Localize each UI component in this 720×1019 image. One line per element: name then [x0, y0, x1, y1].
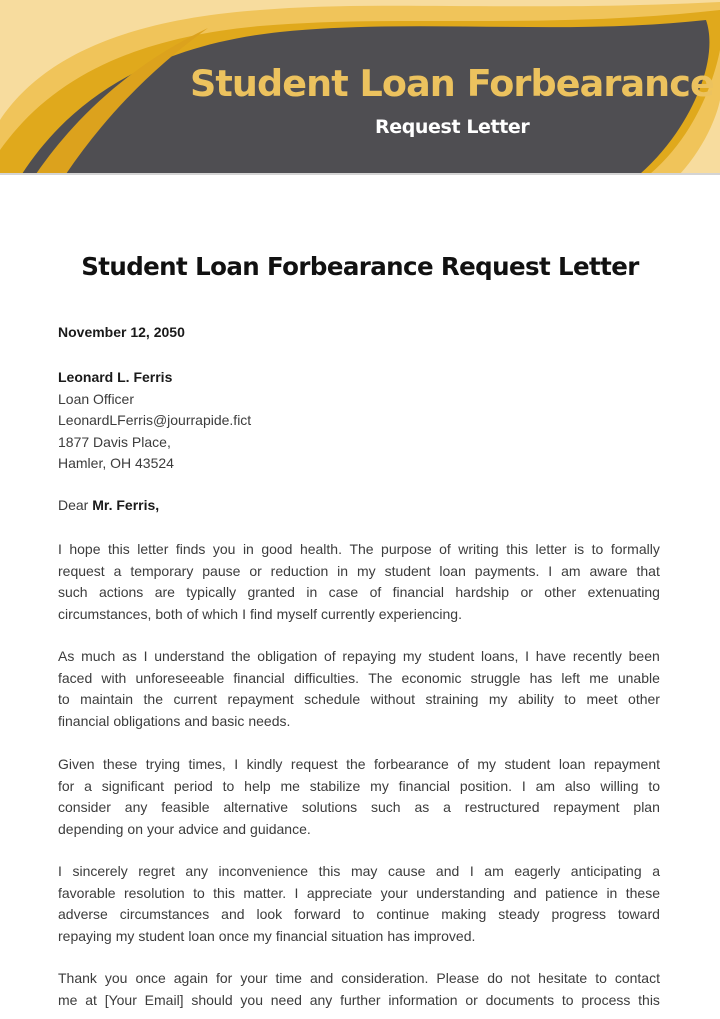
word: consideration.	[341, 970, 429, 986]
word: should	[191, 991, 233, 1008]
word: period	[173, 777, 213, 794]
word: such	[58, 584, 88, 601]
word: on	[127, 820, 143, 837]
body-paragraph-1	[58, 539, 660, 625]
word: I	[242, 605, 246, 622]
word: The	[368, 669, 393, 686]
word: appreciate	[306, 884, 373, 901]
word: that	[636, 562, 660, 579]
word: I	[234, 756, 239, 772]
word: to	[222, 777, 235, 794]
word: financial	[58, 712, 110, 729]
word: and	[184, 712, 208, 729]
word: cause	[388, 863, 426, 879]
word: do	[487, 970, 503, 986]
word: financial	[398, 777, 451, 794]
word: hesitate	[538, 970, 588, 986]
word: documents	[485, 991, 555, 1008]
word: once	[218, 927, 250, 944]
word: a	[84, 777, 92, 794]
word: my	[253, 927, 272, 944]
word: financial	[392, 584, 444, 601]
paragraph-line	[58, 711, 660, 733]
paragraph-line	[58, 968, 660, 990]
salutation-name: Mr. Ferris,	[92, 497, 160, 513]
recipient-city: Hamler, OH 43524	[58, 455, 174, 472]
word: and	[435, 863, 460, 879]
word: request	[290, 756, 338, 772]
word: struggle	[470, 669, 521, 686]
word: is	[574, 541, 585, 557]
word: this	[318, 863, 341, 879]
word: repaying	[58, 927, 112, 944]
word: difficulties.	[293, 669, 360, 686]
word: to	[648, 777, 660, 794]
word: I	[58, 863, 62, 879]
word: consider	[58, 799, 111, 816]
word: once	[135, 970, 166, 986]
word: of	[439, 541, 451, 557]
word: for	[58, 777, 75, 794]
word: for	[216, 970, 233, 986]
word: maintain	[80, 691, 134, 708]
word: plan	[633, 799, 660, 816]
word: again	[173, 970, 209, 986]
word: this	[107, 541, 130, 557]
word: to	[352, 906, 365, 923]
word: and	[222, 820, 247, 837]
body-paragraph-4	[58, 861, 660, 947]
word: good	[261, 541, 293, 557]
word: of	[323, 648, 336, 664]
paragraph-line	[58, 689, 660, 711]
word: much	[81, 648, 116, 664]
paragraph-line	[58, 990, 660, 1012]
word: improved.	[413, 927, 476, 944]
word: reduction	[270, 562, 329, 579]
word: eagerly	[514, 863, 561, 879]
word: repayment	[593, 756, 660, 772]
word: significant	[101, 777, 165, 794]
word: and	[309, 970, 334, 986]
paragraph-line	[58, 561, 660, 583]
word: this	[506, 541, 528, 557]
word: myself	[276, 605, 318, 622]
word: financial	[233, 669, 285, 686]
body-paragraph-2	[58, 646, 660, 732]
word: adverse	[58, 906, 108, 923]
word: [Your	[104, 991, 137, 1008]
word: understand	[154, 648, 225, 664]
word: such	[371, 799, 401, 816]
word: or	[520, 584, 533, 601]
word: as	[414, 799, 430, 816]
word: The	[349, 541, 374, 557]
word: further	[340, 991, 381, 1008]
word: which	[202, 605, 239, 622]
word: my	[402, 648, 422, 664]
word: loan	[558, 756, 586, 772]
word: help	[244, 777, 271, 794]
word: look	[256, 906, 283, 923]
word: find	[249, 605, 273, 622]
paragraph-line	[58, 604, 660, 626]
paragraph-line	[58, 861, 660, 883]
word: circumstances	[119, 906, 210, 923]
salutation-prefix: Dear	[58, 497, 89, 513]
word: currently	[321, 605, 375, 622]
word: or	[465, 991, 478, 1008]
banner-divider	[0, 173, 720, 175]
word: solutions	[301, 799, 358, 816]
word: position.	[459, 777, 513, 794]
word: pause	[202, 562, 241, 579]
word: faced	[58, 669, 93, 686]
word: repayment	[227, 691, 294, 708]
word: or	[249, 562, 262, 579]
word: in	[242, 541, 254, 557]
word: aware	[589, 562, 628, 579]
word: of	[186, 605, 199, 622]
word: my	[356, 562, 376, 579]
word: to	[591, 541, 604, 557]
word: case	[328, 584, 359, 601]
word: with	[101, 669, 127, 686]
word: without	[370, 691, 416, 708]
word: health.	[299, 541, 342, 557]
word: am	[484, 863, 504, 879]
header-banner	[0, 0, 720, 174]
recipient-name: Leonard L. Ferris	[58, 369, 173, 385]
word: student	[138, 927, 185, 944]
word: other	[544, 584, 577, 601]
word: continue	[376, 906, 430, 923]
word: matter.	[243, 884, 287, 901]
paragraph-line	[58, 883, 660, 905]
word: obligation	[257, 648, 318, 664]
paragraph-line	[58, 776, 660, 798]
word: you	[104, 970, 128, 986]
word: student	[384, 562, 431, 579]
word: forbearance	[374, 756, 449, 772]
word: feasible	[161, 799, 210, 816]
word: steady	[498, 906, 540, 923]
word: anticipating	[570, 863, 642, 879]
word: willing	[600, 777, 639, 794]
word: any	[124, 799, 148, 816]
word: in	[606, 884, 618, 901]
word: to	[193, 884, 205, 901]
word: the	[231, 648, 251, 664]
word: repayment	[553, 799, 620, 816]
recipient-street: 1877 Davis Place,	[58, 433, 171, 450]
word: I	[521, 777, 526, 794]
word: you	[240, 991, 263, 1008]
word: patience	[545, 884, 599, 901]
word: I	[143, 648, 148, 664]
word: am	[561, 562, 581, 579]
word: progress	[551, 906, 606, 923]
salutation	[58, 497, 660, 513]
word: temporary	[130, 562, 194, 579]
word: finds	[175, 541, 206, 557]
word: the	[346, 756, 366, 772]
word: me	[280, 777, 300, 794]
word: hope	[69, 541, 101, 557]
word: at	[85, 991, 97, 1008]
word: basic	[211, 712, 245, 729]
word: As	[58, 648, 75, 664]
word: also	[564, 777, 591, 794]
word: schedule	[304, 691, 361, 708]
word: need	[270, 991, 302, 1008]
word: a	[652, 863, 660, 879]
document-title: Student Loan Forbearance Request Letter	[81, 252, 639, 281]
word: any	[309, 991, 333, 1008]
word: the	[143, 691, 164, 708]
word: Thank	[58, 970, 97, 986]
word: extenuating	[587, 584, 660, 601]
word: this	[213, 884, 235, 901]
word: unforeseeable	[135, 669, 225, 686]
word: time	[275, 970, 302, 986]
word: kindly	[246, 756, 283, 772]
word: Email]	[144, 991, 184, 1008]
word: a	[443, 799, 451, 816]
word: writing	[458, 541, 499, 557]
word: a	[113, 562, 122, 579]
word: in	[306, 584, 318, 601]
word: loan	[188, 927, 215, 944]
word: obligations	[113, 712, 181, 729]
word: meet	[586, 691, 618, 708]
word: of	[369, 584, 382, 601]
word: am	[535, 777, 556, 794]
word: in	[337, 562, 349, 579]
word: Given	[58, 756, 95, 772]
paragraph-line	[58, 797, 660, 819]
word: hardship	[455, 584, 510, 601]
word: I	[294, 884, 299, 901]
recipient-address-block	[58, 367, 660, 475]
word: request	[58, 562, 105, 579]
word: this	[638, 991, 660, 1008]
word: unable	[617, 669, 660, 686]
word: sincerely	[72, 863, 128, 879]
word: your	[240, 970, 268, 986]
word: I	[548, 562, 553, 579]
word: payments.	[474, 562, 540, 579]
word: my	[477, 756, 497, 772]
paragraph-line	[58, 754, 660, 776]
word: are	[154, 584, 175, 601]
word: favorable	[58, 884, 116, 901]
word: and	[221, 906, 245, 923]
word: stabilize	[309, 777, 361, 794]
word: to	[595, 970, 607, 986]
word: my	[370, 777, 389, 794]
word: financial	[275, 927, 328, 944]
word: typically	[186, 584, 237, 601]
word: formally	[610, 541, 660, 557]
word: Please	[436, 970, 480, 986]
word: loan	[439, 562, 466, 579]
word: restructured	[464, 799, 540, 816]
paragraph-line	[58, 904, 660, 926]
body-paragraph-5	[58, 968, 660, 1011]
word: me	[589, 669, 609, 686]
word: my	[488, 691, 508, 708]
word: repaying	[342, 648, 397, 664]
word: have	[535, 648, 567, 664]
word: contact	[614, 970, 660, 986]
word: straining	[425, 691, 479, 708]
word: situation	[331, 927, 384, 944]
word: letter	[535, 541, 567, 557]
word: me	[58, 991, 78, 1008]
word: depending	[58, 820, 124, 837]
word: your	[146, 820, 175, 837]
word: as	[122, 648, 137, 664]
word: alternative	[223, 799, 288, 816]
word: any	[185, 863, 208, 879]
word: forward	[294, 906, 341, 923]
word: these	[103, 756, 138, 772]
word: may	[350, 863, 378, 879]
word: toward	[617, 906, 660, 923]
word: student	[504, 756, 551, 772]
word: regret	[138, 863, 175, 879]
word: experiencing.	[378, 605, 462, 622]
word: making	[441, 906, 487, 923]
word: has	[387, 927, 410, 944]
word: process	[581, 991, 631, 1008]
paragraph-line	[58, 819, 660, 841]
word: has	[529, 669, 553, 686]
word: actions	[98, 584, 144, 601]
recipient-position: Loan Officer	[58, 390, 135, 407]
word: needs.	[248, 712, 291, 729]
word: times,	[188, 756, 226, 772]
recipient-email: LeonardLFerris@jourrapide.fict	[58, 412, 252, 429]
word: economic	[401, 669, 462, 686]
word: loans,	[480, 648, 519, 664]
paragraph-line	[58, 539, 660, 561]
banner-title: Student Loan Forbearance	[190, 62, 714, 105]
word: circumstances,	[58, 605, 152, 622]
word: left	[561, 669, 581, 686]
word: to	[58, 691, 70, 708]
word: trying	[145, 756, 180, 772]
word: information	[388, 991, 458, 1008]
word: recently	[572, 648, 622, 664]
word: and	[513, 884, 537, 901]
banner-subtitle: Request Letter	[375, 116, 530, 138]
paragraph-line	[58, 582, 660, 604]
word: resolution	[123, 884, 185, 901]
word: current	[173, 691, 218, 708]
word: my	[115, 927, 135, 944]
word: student	[428, 648, 475, 664]
word: purpose	[381, 541, 432, 557]
paragraph-line	[58, 646, 660, 668]
paragraph-line	[58, 926, 660, 948]
word: to	[564, 691, 576, 708]
body-paragraph-3	[58, 754, 660, 840]
word: I	[525, 648, 529, 664]
word: letter	[137, 541, 169, 557]
paragraph-line	[58, 668, 660, 690]
word: ability	[518, 691, 554, 708]
word: inconvenience	[218, 863, 309, 879]
word: I	[58, 541, 62, 557]
word: not	[510, 970, 531, 986]
word: to	[561, 991, 574, 1008]
word: been	[628, 648, 660, 664]
word: understanding	[416, 884, 505, 901]
word: advice	[178, 820, 219, 837]
word: of	[457, 756, 469, 772]
letter-date: November 12, 2050	[58, 324, 185, 340]
word: I	[469, 863, 474, 879]
word: other	[628, 691, 660, 708]
word: both	[155, 605, 183, 622]
word: your	[380, 884, 408, 901]
word: granted	[247, 584, 295, 601]
word: you	[212, 541, 236, 557]
word: guidance.	[250, 820, 311, 837]
word: these	[625, 884, 660, 901]
